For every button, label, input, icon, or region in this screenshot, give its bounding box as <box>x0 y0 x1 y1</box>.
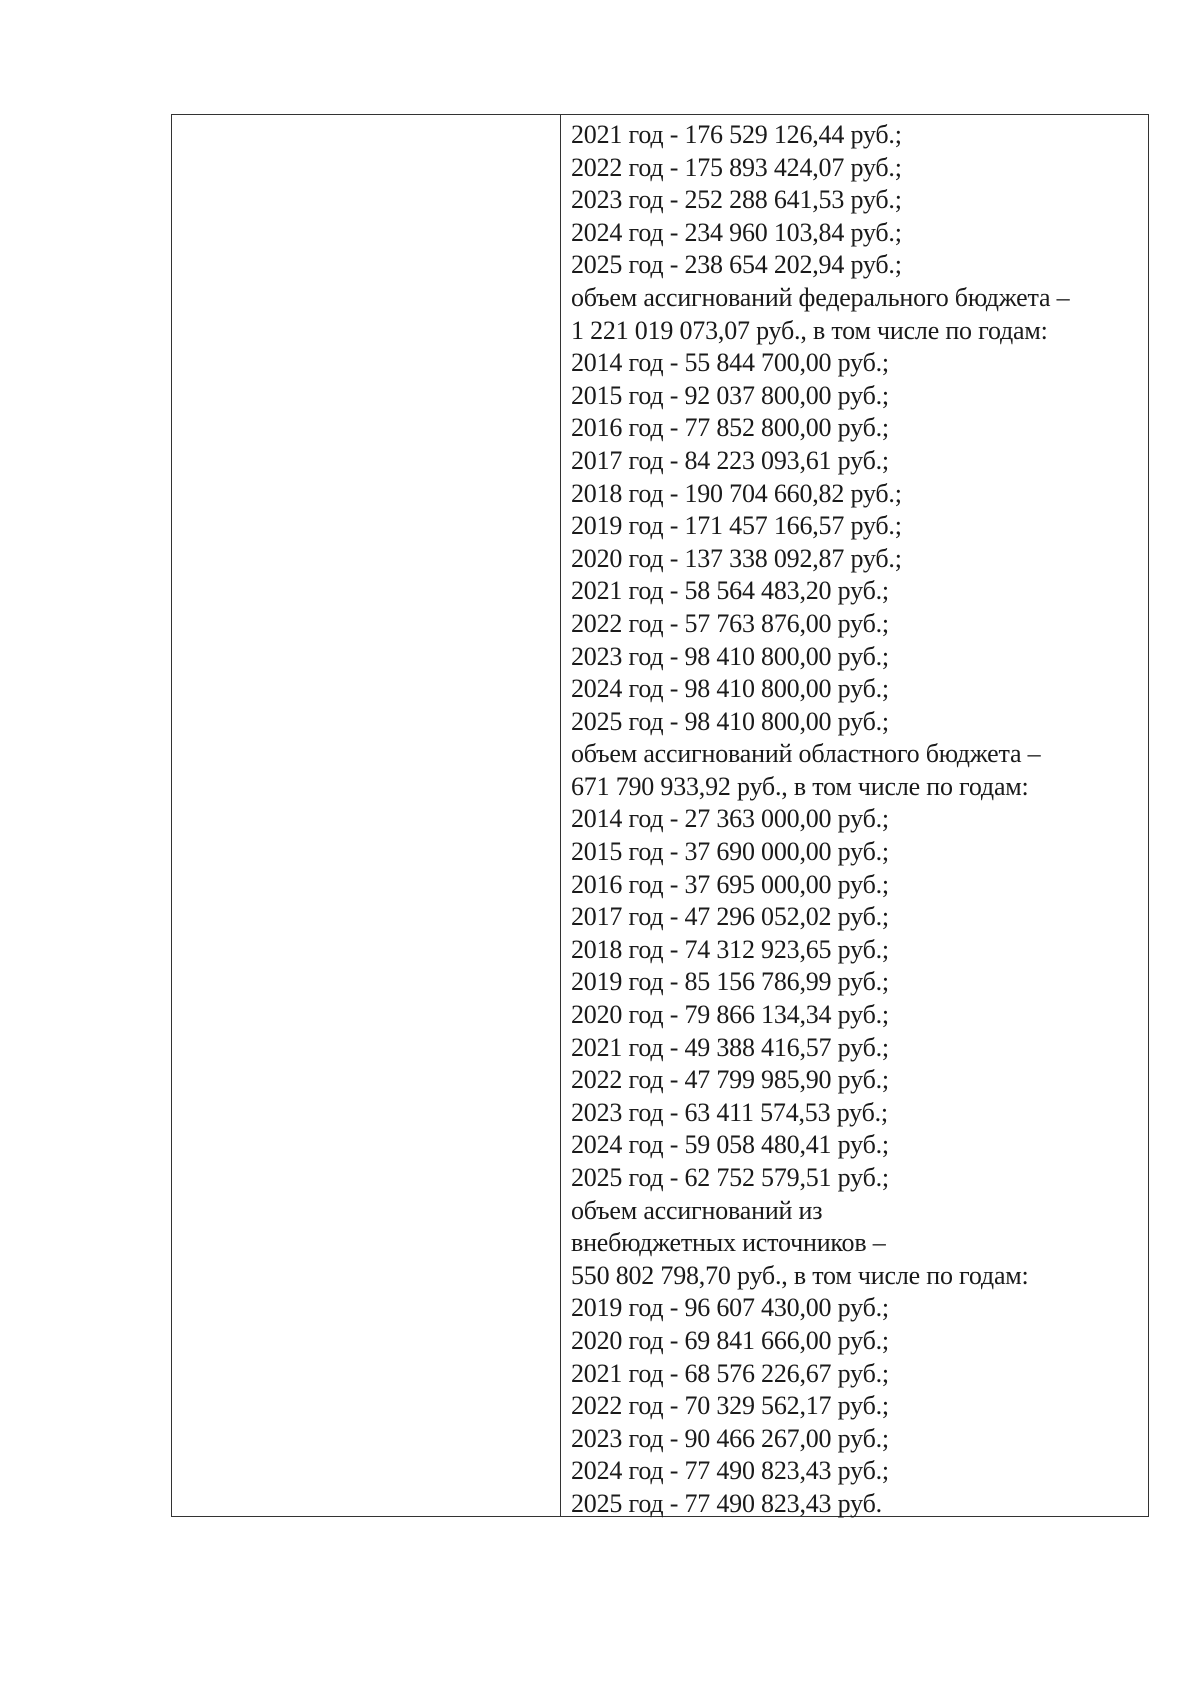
text-line: 2015 год - 37 690 000,00 руб.; <box>571 837 889 867</box>
text-line: 2014 год - 55 844 700,00 руб.; <box>571 348 889 378</box>
text-line: 2024 год - 59 058 480,41 руб.; <box>571 1130 889 1160</box>
text-line: 2023 год - 98 410 800,00 руб.; <box>571 641 889 671</box>
text-line: 2022 год - 175 893 424,07 руб.; <box>571 152 902 182</box>
text-line: 2022 год - 70 329 562,17 руб.; <box>571 1391 889 1421</box>
text-line: 2020 год - 137 338 092,87 руб.; <box>571 543 902 573</box>
text-line: 2015 год - 92 037 800,00 руб.; <box>571 380 889 410</box>
text-line: 2025 год - 238 654 202,94 руб.; <box>571 250 902 280</box>
text-line: 2014 год - 27 363 000,00 руб.; <box>571 804 889 834</box>
text-line: 2025 год - 77 490 823,43 руб. <box>571 1488 882 1518</box>
text-line: 2024 год - 234 960 103,84 руб.; <box>571 217 902 247</box>
text-line: 2022 год - 47 799 985,90 руб.; <box>571 1065 889 1095</box>
text-line: объем ассигнований федерального бюджета – <box>571 282 1070 312</box>
text-line: 2025 год - 62 752 579,51 руб.; <box>571 1163 889 1192</box>
text-line: 2016 год - 37 695 000,00 руб.; <box>571 869 889 899</box>
text-line: 671 790 933,92 руб., в том числе по годам: <box>571 771 1029 801</box>
text-line: 2017 год - 84 223 093,61 руб.; <box>571 445 889 475</box>
text-line: 2021 год - 68 576 226,67 руб.; <box>571 1358 889 1388</box>
text-line: 2021 год - 176 529 126,44 руб.; <box>571 120 902 149</box>
table-left-cell <box>172 115 561 1516</box>
text-line: 2019 год - 96 607 430,00 руб.; <box>571 1293 889 1323</box>
text-line: 2024 год - 77 490 823,43 руб.; <box>571 1456 889 1486</box>
funding-table <box>171 114 1149 1517</box>
text-line: 2020 год - 79 866 134,34 руб.; <box>571 1000 889 1030</box>
table-right-cell <box>561 115 1148 1516</box>
text-line: 2018 год - 74 312 923,65 руб.; <box>571 934 889 964</box>
text-line: 1 221 019 073,07 руб., в том числе по годам: <box>571 315 1048 345</box>
text-line: объем ассигнований из <box>571 1195 823 1225</box>
text-line: 2017 год - 47 296 052,02 руб.; <box>571 902 889 932</box>
text-line: 2021 год - 49 388 416,57 руб.; <box>571 1032 889 1062</box>
text-line: 2025 год - 98 410 800,00 руб.; <box>571 706 889 736</box>
text-line: 2016 год - 77 852 800,00 руб.; <box>571 413 889 443</box>
text-line: 2022 год - 57 763 876,00 руб.; <box>571 608 889 638</box>
text-line: 2021 год - 58 564 483,20 руб.; <box>571 576 889 606</box>
text-line: 550 802 798,70 руб., в том числе по годам: <box>571 1260 1029 1290</box>
text-line: 2023 год - 90 466 267,00 руб.; <box>571 1423 889 1453</box>
text-line: 2023 год - 63 411 574,53 руб.; <box>571 1097 888 1127</box>
text-line: 2019 год - 171 457 166,57 руб.; <box>571 511 902 541</box>
text-line: 2018 год - 190 704 660,82 руб.; <box>571 478 902 508</box>
text-line: внебюджетных источников – <box>571 1228 886 1258</box>
text-line: 2020 год - 69 841 666,00 руб.; <box>571 1325 889 1355</box>
text-line: объем ассигнований областного бюджета – <box>571 739 1041 769</box>
text-line: 2019 год - 85 156 786,99 руб.; <box>571 967 889 997</box>
text-line: 2023 год - 252 288 641,53 руб.; <box>571 185 902 215</box>
text-line: 2024 год - 98 410 800,00 руб.; <box>571 674 889 704</box>
